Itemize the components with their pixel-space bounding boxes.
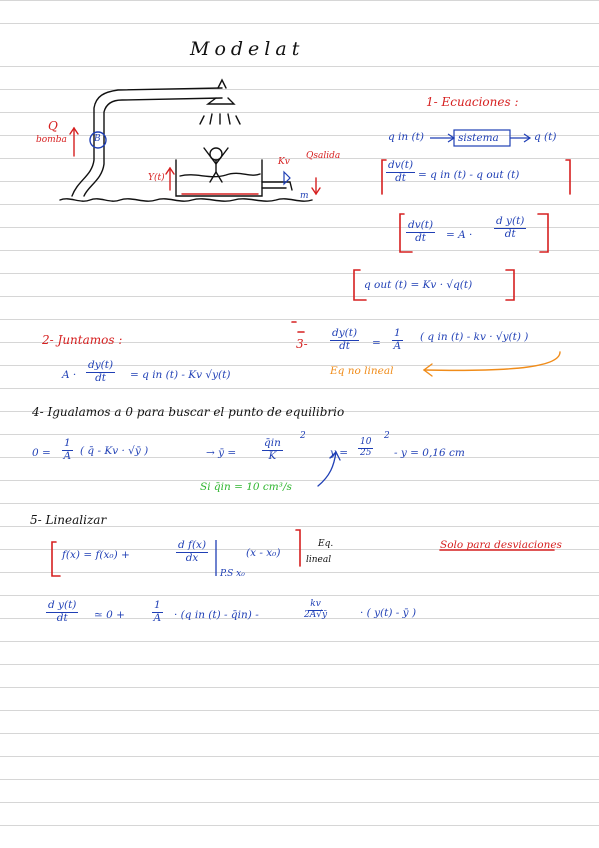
qout-system-label: q (t) xyxy=(534,131,557,143)
s2-denominator: dt xyxy=(95,371,107,384)
qsalida-label: Qsalida xyxy=(306,151,341,161)
s5-approx: ≃ 0 + xyxy=(94,609,125,621)
s5-kv: kv xyxy=(310,599,321,609)
dt-denominator: dt xyxy=(395,171,407,184)
section-4-heading: 4- Igualamos a 0 para buscar el punto de equilibrio xyxy=(32,405,345,419)
s2-a: A · xyxy=(62,369,77,381)
dv2-numerator: dv(t) xyxy=(408,219,434,231)
dt2-denominator: dt xyxy=(415,231,427,244)
s2-rhs: = q in (t) - Kv √y(t) xyxy=(130,369,231,381)
s3-denominator: dt xyxy=(339,339,351,352)
s3-numerator: dy(t) xyxy=(332,327,358,339)
dv-numerator: dv(t) xyxy=(388,159,414,171)
out-label: m xyxy=(300,191,309,201)
dy-dt-fraction xyxy=(494,216,526,240)
s4-one-over-a xyxy=(62,438,73,462)
dy-numerator: d y(t) xyxy=(496,215,525,227)
s4-paren: ( q̄ - Kv · √ȳ ) xyxy=(80,445,149,457)
s4-y-eq: y = xyxy=(330,447,349,459)
s4-k: K xyxy=(268,449,277,462)
section-3-number: 3- xyxy=(296,337,308,351)
s4-square: 2 xyxy=(300,431,306,441)
dt3-denominator: dt xyxy=(504,227,516,240)
s4-ten-over-25 xyxy=(358,438,373,459)
bomba-label: bomba xyxy=(36,135,67,145)
q-label: Q xyxy=(48,119,58,133)
dv-dt-fraction xyxy=(386,160,415,184)
s5-kv-frac xyxy=(304,600,327,621)
sistema-label: sistema xyxy=(458,132,499,144)
s5-a: A xyxy=(153,611,162,624)
section-1-heading: 1- Ecuaciones : xyxy=(426,95,519,109)
s5-lineal-label: lineal xyxy=(306,555,332,565)
s5-dt: dt xyxy=(56,611,68,624)
s5-one: 1 xyxy=(154,599,161,611)
section-5-heading: 5- Linealizar xyxy=(30,513,107,527)
level-label: Y(t) xyxy=(148,173,165,183)
equation-2-mid: = A · xyxy=(446,229,473,241)
s5-den: 2A√ȳ xyxy=(304,609,328,620)
s3-one-over-a xyxy=(392,328,403,352)
dv-dt-fraction-2 xyxy=(406,220,435,244)
s3-equals: = xyxy=(372,337,381,349)
s4-qin-over-k xyxy=(262,438,283,462)
s5-paren: (x - x₀) xyxy=(246,547,281,559)
s5-taylor-lhs: f(x) = f(x₀) + xyxy=(62,549,130,561)
s5-dy: d y(t) xyxy=(48,599,77,611)
s5-tail: · ( y(t) - ȳ ) xyxy=(360,607,417,619)
equation-1-rhs: = q in (t) - q out (t) xyxy=(418,169,520,181)
section-2-heading: 2- Juntamos : xyxy=(42,333,123,347)
pump-label: B xyxy=(94,134,101,144)
s5-eq-label: Eq. xyxy=(318,539,334,549)
s4-ten: 10 xyxy=(360,437,372,447)
page-title: Modelat xyxy=(190,38,305,60)
s4-square-2: 2 xyxy=(384,431,390,441)
qin-label: q in (t) xyxy=(388,131,424,143)
s4-zero: 0 = xyxy=(32,447,51,459)
s3-one: 1 xyxy=(394,327,401,339)
s5-one-over-a xyxy=(152,600,163,624)
s2-numerator: dy(t) xyxy=(88,359,114,371)
s4-25: 25 xyxy=(360,447,372,458)
s4-a: A xyxy=(63,449,72,462)
kv-label: Kv xyxy=(278,157,290,167)
s2-fraction xyxy=(86,360,115,384)
s3-rhs: ( q in (t) - kv · √y(t) ) xyxy=(420,331,529,343)
s5-middle: · (q in (t) - q̄in) - xyxy=(174,609,259,621)
s5-dx: dx xyxy=(185,551,199,564)
s5-df-dx xyxy=(176,540,208,564)
s5-dy-dt xyxy=(46,600,78,624)
s4-arrow-y: → ȳ = xyxy=(206,447,237,459)
s3-fraction xyxy=(330,328,359,352)
s4-qin: q̄in xyxy=(264,437,281,449)
deviation-note: Solo para desviaciones xyxy=(440,539,562,551)
s4-result: - y = 0,16 cm xyxy=(394,447,465,459)
equation-3: q out (t) = Kv · √q(t) xyxy=(364,279,473,291)
s5-eval: P.S x₀ xyxy=(220,569,245,579)
s4-one: 1 xyxy=(64,437,71,449)
s3-a: A xyxy=(393,339,402,352)
nonlinear-note: Eq no lineal xyxy=(330,365,394,377)
green-note: Si q̄in = 10 cm³/s xyxy=(200,481,292,493)
s5-df: d f(x) xyxy=(178,539,207,551)
